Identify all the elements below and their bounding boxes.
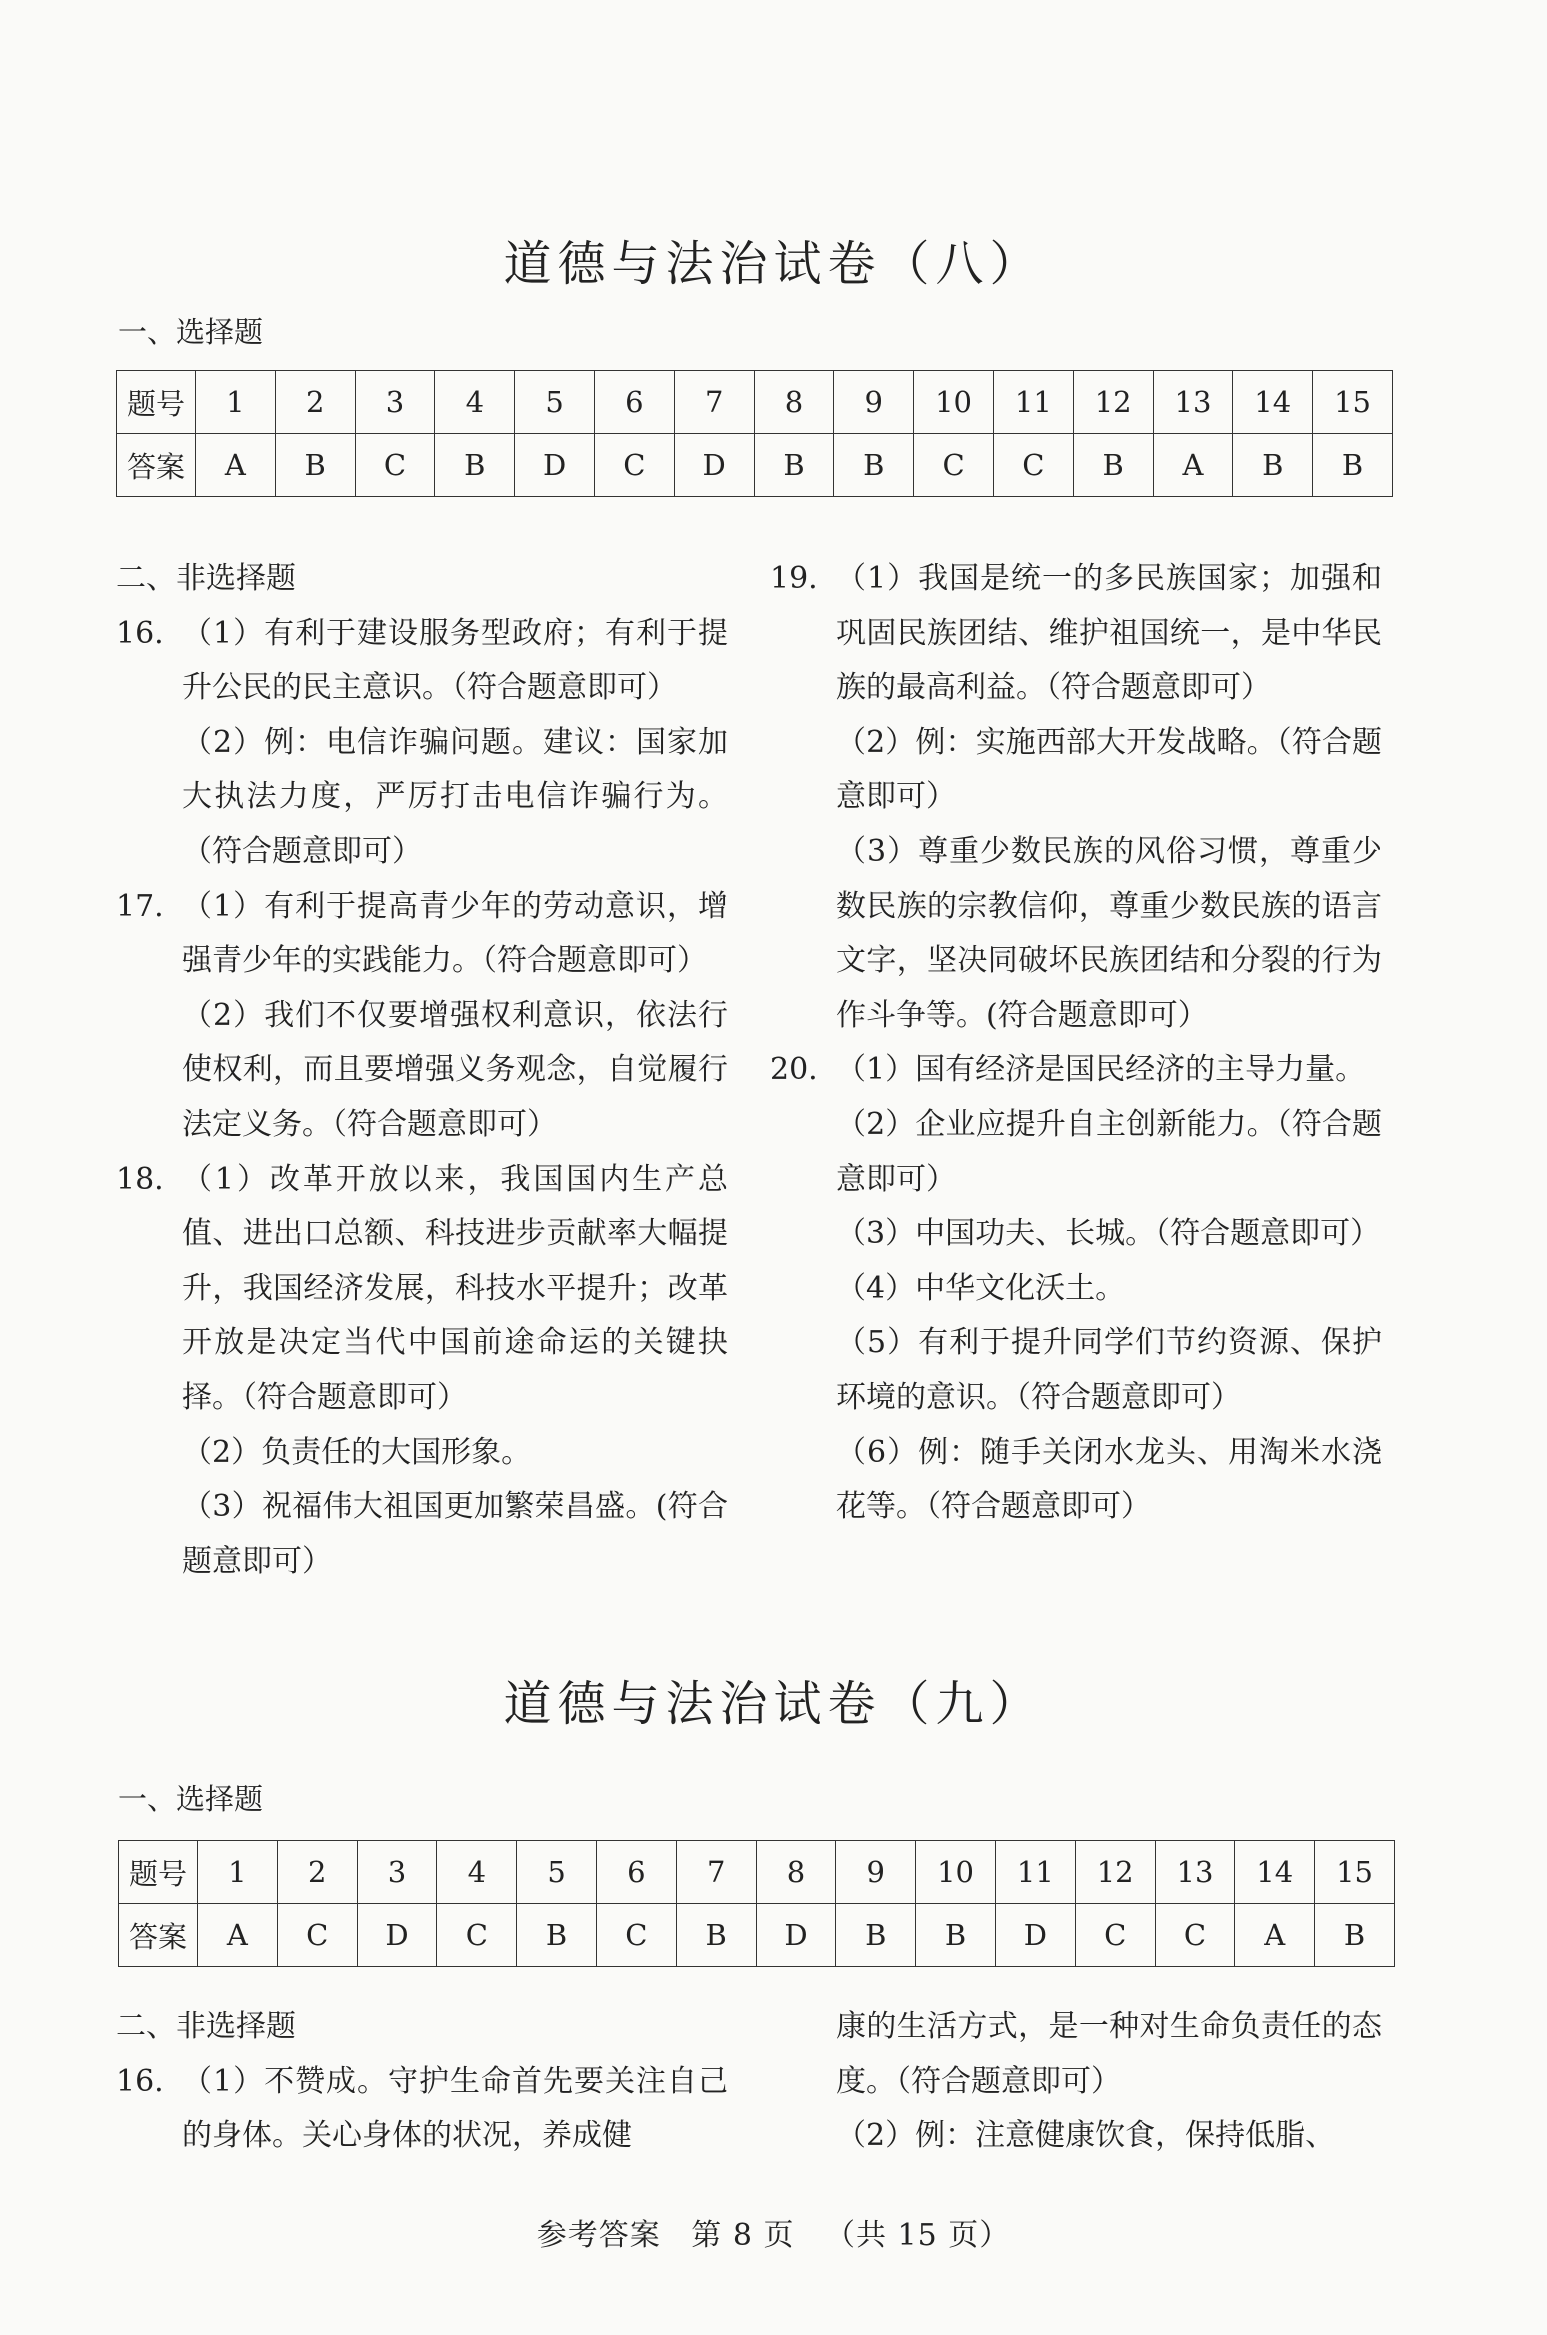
exam9-q16 bbox=[116, 2055, 728, 2164]
page-footer bbox=[0, 2210, 1547, 2254]
answer-cell: B bbox=[275, 434, 355, 497]
question-number: 12 bbox=[1075, 1841, 1155, 1904]
question-number: 9 bbox=[834, 371, 914, 434]
question-number: 13 bbox=[1155, 1841, 1235, 1904]
answer-cell: B bbox=[834, 434, 914, 497]
answer-text: （4）中华文化沃土。 bbox=[836, 1270, 1126, 1306]
exam9-answer-table bbox=[118, 1840, 1395, 1967]
answer-cell: D bbox=[357, 1904, 437, 1967]
question-number: 4 bbox=[437, 1841, 517, 1904]
exam8-answer-row bbox=[117, 434, 1393, 497]
exam9-left-column bbox=[116, 2000, 728, 2164]
answer-text: （6）例：随手关闭水龙头、用淘米水浇花等。（符合题意即可） bbox=[836, 1434, 1382, 1525]
answer-cell: C bbox=[596, 1904, 676, 1967]
question-number: 17. bbox=[116, 888, 164, 924]
answer-cell: C bbox=[355, 434, 435, 497]
answer-cell: A bbox=[1235, 1904, 1315, 1967]
question-number: 5 bbox=[515, 371, 595, 434]
question-number-label: 题号 bbox=[119, 1841, 198, 1904]
exam8-question-number-row bbox=[117, 371, 1393, 434]
question-number: 16. bbox=[116, 615, 164, 651]
question-number: 1 bbox=[198, 1841, 278, 1904]
exam9-answer-row bbox=[119, 1904, 1395, 1967]
question-number: 11 bbox=[995, 1841, 1075, 1904]
exam8-q18 bbox=[116, 1153, 728, 1590]
exam9-title: 道德与法治试卷（九） bbox=[503, 1676, 1044, 1732]
exam8-section-choice: 一、选择题 bbox=[118, 315, 264, 349]
answer-label: 答案 bbox=[117, 434, 196, 497]
question-number: 11 bbox=[993, 371, 1073, 434]
exam8-q19 bbox=[770, 552, 1382, 1043]
question-number: 14 bbox=[1235, 1841, 1315, 1904]
answer-cell: B bbox=[836, 1904, 916, 1967]
exam8-right-column bbox=[770, 552, 1382, 1535]
footer-page-number: 第 8 页 bbox=[691, 2218, 795, 2253]
question-number: 6 bbox=[596, 1841, 676, 1904]
question-number: 18. bbox=[116, 1161, 164, 1197]
answer-text: （2）例：电信诈骗问题。建议：国家加大执法力度，严厉打击电信诈骗行为。（符合题意即可） bbox=[182, 724, 728, 869]
exam9-right-column bbox=[836, 2000, 1382, 2164]
answer-cell: B bbox=[1313, 434, 1393, 497]
answer-cell: D bbox=[515, 434, 595, 497]
answer-cell: B bbox=[1073, 434, 1153, 497]
answer-cell: C bbox=[594, 434, 674, 497]
answer-cell: B bbox=[1233, 434, 1313, 497]
answer-label: 答案 bbox=[119, 1904, 198, 1967]
question-number: 7 bbox=[676, 1841, 756, 1904]
exam8-answer-table bbox=[116, 370, 1393, 497]
question-number: 8 bbox=[756, 1841, 836, 1904]
answer-cell: D bbox=[674, 434, 754, 497]
answer-cell: C bbox=[914, 434, 994, 497]
answer-cell: C bbox=[437, 1904, 517, 1967]
question-number-label: 题号 bbox=[117, 371, 196, 434]
question-number: 10 bbox=[914, 371, 994, 434]
question-number: 7 bbox=[674, 371, 754, 434]
question-number: 14 bbox=[1233, 371, 1313, 434]
answer-text: （1）有利于建设服务型政府；有利于提升公民的民主意识。（符合题意即可） bbox=[182, 615, 728, 706]
exam9-section-open: 二、非选择题 bbox=[116, 2009, 296, 2044]
answer-cell: A bbox=[198, 1904, 278, 1967]
footer-page-total: （共 15 页） bbox=[825, 2218, 1011, 2253]
exam8-title: 道德与法治试卷（八） bbox=[503, 236, 1044, 292]
answer-cell: B bbox=[916, 1904, 996, 1967]
answer-text: （1）改革开放以来，我国国内生产总值、进出口总额、科技进步贡献率大幅提升，我国经济发展，科技水平提升；改革开放是决定当代中国前途命运的关键抉择。（符合题意即可） bbox=[182, 1161, 728, 1415]
answer-cell: D bbox=[995, 1904, 1075, 1967]
question-number: 16. bbox=[116, 2063, 164, 2099]
answer-text: （2）企业应提升自主创新能力。（符合题意即可） bbox=[836, 1106, 1382, 1197]
question-number: 15 bbox=[1315, 1841, 1395, 1904]
question-number: 20. bbox=[770, 1052, 818, 1088]
answer-text: （2）例：实施西部大开发战略。（符合题意即可） bbox=[836, 724, 1382, 815]
answer-text: （1）有利于提高青少年的劳动意识，增强青少年的实践能力。（符合题意即可） bbox=[182, 888, 728, 979]
answer-cell: C bbox=[993, 434, 1073, 497]
answer-text: （1）我国是统一的多民族国家；加强和巩固民族团结、维护祖国统一，是中华民族的最高利益。（符合题意即可） bbox=[836, 561, 1382, 706]
answer-cell: C bbox=[277, 1904, 357, 1967]
answer-cell: C bbox=[1075, 1904, 1155, 1967]
question-number: 1 bbox=[196, 371, 276, 434]
question-number: 2 bbox=[277, 1841, 357, 1904]
question-number: 9 bbox=[836, 1841, 916, 1904]
question-number: 19. bbox=[770, 561, 818, 596]
answer-text: 康的生活方式，是一种对生命负责任的态度。（符合题意即可） bbox=[836, 2009, 1382, 2099]
answer-cell: A bbox=[196, 434, 276, 497]
exam8-q20 bbox=[770, 1043, 1382, 1534]
exam8-section-open: 二、非选择题 bbox=[116, 561, 296, 596]
question-number: 6 bbox=[594, 371, 674, 434]
answer-text: （2）例：注意健康饮食，保持低脂、 bbox=[836, 2118, 1336, 2154]
question-number: 3 bbox=[355, 371, 435, 434]
question-number: 5 bbox=[517, 1841, 597, 1904]
answer-cell: B bbox=[1315, 1904, 1395, 1967]
question-number: 15 bbox=[1313, 371, 1393, 434]
answer-cell: B bbox=[435, 434, 515, 497]
question-number: 4 bbox=[435, 371, 515, 434]
answer-cell: B bbox=[517, 1904, 597, 1967]
answer-cell: A bbox=[1153, 434, 1233, 497]
answer-text: （2）我们不仅要增强权利意识，依法行使权利，而且要增强义务观念，自觉履行法定义务。（符合题意即可） bbox=[182, 997, 728, 1142]
question-number: 3 bbox=[357, 1841, 437, 1904]
answer-text: （3）祝福伟大祖国更加繁荣昌盛。(符合题意即可） bbox=[182, 1489, 728, 1579]
exam9-question-number-row bbox=[119, 1841, 1395, 1904]
answer-cell: B bbox=[754, 434, 834, 497]
exam8-left-column bbox=[116, 552, 728, 1589]
answer-text: （1）不赞成。守护生命首先要关注自己的身体。关心身体的状况，养成健 bbox=[182, 2063, 728, 2154]
exam8-q17 bbox=[116, 880, 728, 1153]
question-number: 10 bbox=[916, 1841, 996, 1904]
answer-text: （5）有利于提升同学们节约资源、保护环境的意识。（符合题意即可） bbox=[836, 1325, 1382, 1415]
footer-label: 参考答案 bbox=[536, 2218, 661, 2253]
answer-cell: D bbox=[756, 1904, 836, 1967]
answer-text: （2）负责任的大国形象。 bbox=[182, 1434, 532, 1470]
question-number: 2 bbox=[275, 371, 355, 434]
question-number: 8 bbox=[754, 371, 834, 434]
question-number: 12 bbox=[1073, 371, 1153, 434]
exam9-section-choice: 一、选择题 bbox=[118, 1782, 264, 1816]
question-number: 13 bbox=[1153, 371, 1233, 434]
answer-text: （3）中国功夫、长城。（符合题意即可） bbox=[836, 1216, 1381, 1252]
answer-cell: B bbox=[676, 1904, 756, 1967]
answer-text: （3）尊重少数民族的风俗习惯，尊重少数民族的宗教信仰，尊重少数民族的语言文字，坚决同破坏民族团结和分裂的行为作斗争等。(符合题意即可） bbox=[836, 833, 1382, 1033]
exam8-q16 bbox=[116, 607, 728, 880]
answer-cell: C bbox=[1155, 1904, 1235, 1967]
answer-text: （1）国有经济是国民经济的主导力量。 bbox=[836, 1052, 1366, 1088]
